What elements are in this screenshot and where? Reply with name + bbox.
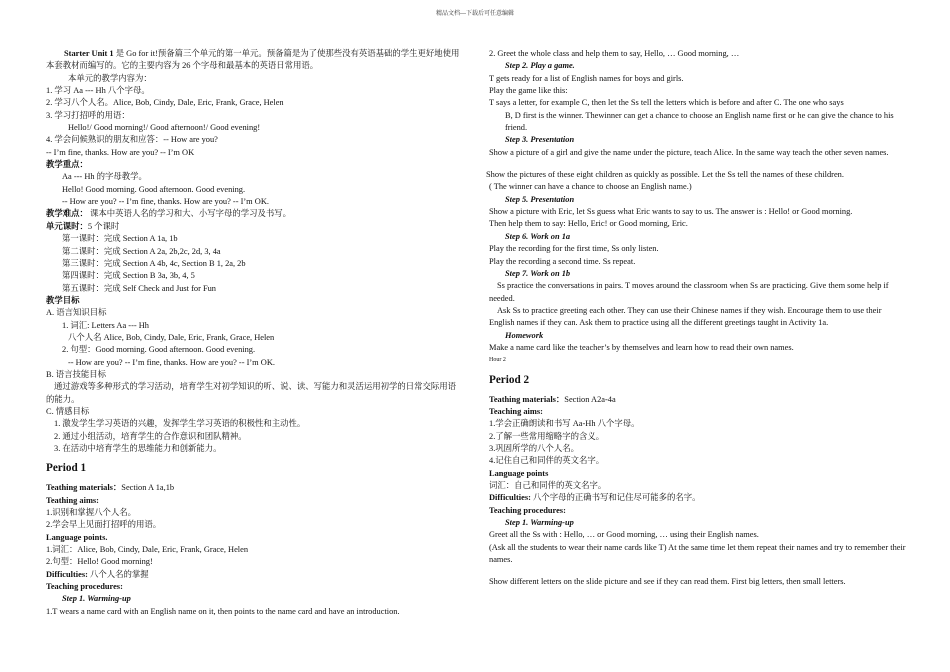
lesson-line: 第四课时：完成 Section B 3a, 3b, 4, 5	[62, 271, 195, 281]
aims-heading: Teaching aims:	[489, 406, 543, 416]
language-point: 2.句型：Hello! Good morning!	[46, 557, 153, 567]
step-heading: Step 6. Work on 1a	[505, 231, 571, 241]
step-heading: Step 7. Work on 1b	[505, 268, 571, 278]
aim-item: 4.记住自己和同伴的英文名字。	[489, 456, 605, 466]
hour-label: Hour 2	[489, 357, 506, 364]
difficulties-line: Difficulties: 八个字母的正确书写和记住尽可能多的名字。	[489, 493, 701, 503]
homework-text: Make a name card like the teacher’s by themselves and learn how to read their own names.	[489, 342, 794, 352]
period-2-title: Period 2	[489, 373, 530, 386]
step-text: B, D first is the winner. Thewinner can get a chance to choose an English name first or he can give the chance to his friend.	[505, 110, 894, 133]
objectives-heading: 教学目标	[46, 295, 80, 305]
step-text: Play the recording for the first time, Ss only listen.	[489, 244, 659, 254]
aim-item: 3.巩固所学的八个人名。	[489, 443, 580, 453]
objective-a: A. 语言知识目标	[46, 308, 107, 318]
lesson-line: 第二课时：完成 Section A 2a, 2b,2c, 2d, 3, 4a	[62, 246, 221, 256]
step-heading: Step 5. Presentation	[505, 194, 575, 204]
response-line: -- I’m fine, thanks. How are you? -- I’m OK	[46, 147, 195, 157]
key-point-line: Aa --- Hh 的字母教学。	[62, 172, 147, 182]
aim-item: 1.识别和掌握八个人名。	[46, 508, 137, 518]
aims-heading: Teathing aims:	[46, 495, 99, 505]
step-text: Show a picture of a girl and give the name under the picture, teach Alice. In the same way teach the other seven names.	[489, 147, 889, 157]
step-text: Show the pictures of these eight children as quickly as possible. Let the Ss tell the names of these children.	[486, 170, 844, 180]
lesson-line: 第五课时：完成 Self Check and Just for Fun	[62, 283, 216, 293]
content-item-4: 4. 学会问候熟识的朋友和应答：-- How are you?	[46, 135, 218, 145]
step-text: Show a picture with Eric, let Ss guess what Eric wants to say to us. The answer is : Hello! or Good morning.	[489, 207, 853, 217]
difficulty-line: 教学难点： 课本中英语人名的学习和大、小写字母的学习及书写。	[46, 209, 291, 219]
step-heading: Step 2. Play a game.	[505, 61, 575, 71]
step-text: T says a letter, for example C, then let the Ss tell the letters which is before and after C. The one who says	[489, 98, 844, 108]
step-heading: Step 1. Warming-up	[505, 518, 574, 528]
left-column	[46, 48, 461, 618]
objective-b: B. 语言技能目标	[46, 369, 107, 379]
content-intro: 本单元的教学内容为：	[68, 73, 152, 83]
step-text: 1.T wears a name card with an English name on it, then points to the name card and have an introduction.	[46, 606, 400, 616]
materials-line: Teathing materials：Section A2a-4a	[489, 394, 616, 404]
step-text: (Ask all the students to wear their name cards like T) At the same time let them repeat their names and try to remember their names.	[489, 542, 906, 565]
step-text: T gets ready for a list of English names for boys and girls.	[489, 73, 684, 83]
aim-item: 2.学会早上见面打招呼的用语。	[46, 520, 162, 530]
step-text: Greet all the Ss with : Hello, … or Good morning, … using their English names.	[489, 530, 759, 540]
objective-c-item: 3. 在活动中培育学生的思维能力和创新能力。	[54, 444, 222, 453]
pattern-line: 2. 句型：Good morning. Good afternoon. Good evening.	[62, 345, 256, 355]
key-points-heading: 教学重点：	[46, 160, 88, 170]
step-heading: Step 3. Presentation	[505, 135, 575, 145]
procedures-heading: Teaching procedures:	[489, 505, 566, 515]
content-item-1: 1. 学习 Aa --- Hh 八个字母。	[46, 86, 150, 96]
materials-line: Teathing materials：Section A 1a,1b	[46, 483, 175, 493]
right-column	[486, 48, 907, 589]
step-text: Show different letters on the slide picture and see if they can read them. First big letters, then small letters.	[489, 577, 846, 587]
step-text: Play the game like this:	[489, 86, 568, 96]
vocab-line: 1. 词汇: Letters Aa --- Hh	[62, 320, 149, 330]
objective-c-item: 2. 通过小组活动，培育学生的合作意识和团队精神。	[54, 431, 247, 441]
lesson-line: 第一课时：完成 Section A 1a, 1b	[62, 234, 178, 244]
objective-c-item: 1. 激发学生学习英语的兴趣，发挥学生学习英语的积极性和主动性。	[54, 419, 306, 429]
names-line: 八个人名 Alice, Bob, Cindy, Dale, Eric, Frank, Grace, Helen	[68, 332, 275, 342]
step-text: Ss practice the conversations in pairs. T moves around the classroom when Ss are practicing. Give them some help if needed.	[489, 281, 889, 303]
step-heading: Step 1. Warming-up	[62, 594, 131, 604]
objective-b-text: 通过游戏等多种形式的学习活动，培育学生对初学知识的听、说、读、写能力和灵活运用初学的日常交际用语的能力。	[46, 382, 456, 404]
step-text: Play the recording a second time. Ss repeat.	[489, 256, 636, 266]
step-text: Then help them to say: Hello, Eric! or Good morning, Eric.	[489, 219, 688, 229]
language-point: 1.词汇：Alice, Bob, Cindy, Dale, Eric, Frank, Grace, Helen	[46, 545, 249, 555]
unit-hours-line: 单元课时：5 个课时	[46, 221, 120, 231]
period-1-title: Period 1	[46, 462, 87, 475]
aim-item: 2.了解一些常用缩略字的含义。	[489, 431, 605, 441]
lesson-line: 第三课时：完成 Section A 4b, 4c, Section B 1, 2a, 2b	[62, 258, 246, 268]
pattern-line-2: -- How are you? -- I’m fine, thanks. How are you? -- I’m OK.	[68, 357, 275, 367]
difficulties-line: Difficulties: 八个人名的掌握	[46, 569, 149, 579]
key-point-line: -- How are you? -- I’m fine, thanks. How are you? -- I’m OK.	[62, 197, 269, 207]
content-item-3: 3. 学习打招呼的用语：	[46, 110, 130, 120]
step-text: ( The winner can have a chance to choose an English name.)	[489, 182, 692, 192]
aim-item: 1.学会正确朗读和书写 Aa-Hh 八个字母。	[489, 419, 640, 429]
homework-heading: Homework	[505, 330, 544, 340]
objective-c: C. 情感目标	[46, 406, 90, 416]
language-points-heading: Language points.	[46, 532, 108, 542]
language-points-heading: Language points	[489, 468, 549, 478]
procedures-heading: Teaching procedures:	[46, 582, 123, 592]
language-point: 词汇：自己和同伴的英文名字。	[489, 481, 607, 490]
content-item-2: 2. 学习八个人名。Alice, Bob, Cindy, Dale, Eric, Frank, Grace, Helen	[46, 98, 284, 108]
greet-line: 2. Greet the whole class and help them to say, Hello, … Good morning, …	[489, 49, 740, 58]
key-point-line: Hello! Good morning. Good afternoon. Good evening.	[62, 184, 246, 194]
intro-paragraph: Starter Unit 1 是 Go for it!预备篇三个单元的第一单元。预备篇是为了使那些没有英语基础的学生更好地使用本套教材而编写的。它的主要内容为 26 个字母和最基本的英语日常用语。	[46, 49, 460, 71]
step-text: Ask Ss to practice greeting each other. They can use their Chinese names if they wish. Encourage them to use their English names if they can. Ask them to practice using all the different greetings taught in Activity 1a.	[489, 305, 882, 328]
page-header: 精品文档---下载后可任意编辑	[436, 11, 514, 17]
greetings-line: Hello!/ Good morning!/ Good afternoon!/ Good evening!	[68, 123, 261, 133]
